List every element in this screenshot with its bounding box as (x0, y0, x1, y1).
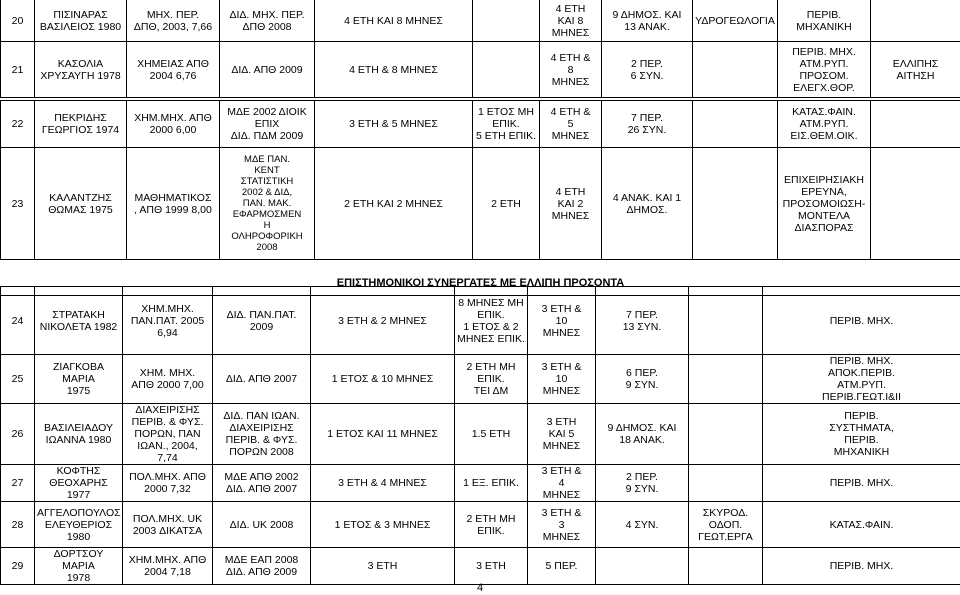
section-title: ΕΠΙΣΤΗΜΟΝΙΚΟΙ ΣΥΝΕΡΓΑΤΕΣ ΜΕ ΕΛΛΙΠΗ ΠΡΟΣΟΝΤΑ (1, 260, 960, 296)
degree-cell: ΧΗΜ.ΜΗΧ. ΠΑΝ.ΠΑΤ. 2005 6,94 (123, 287, 213, 355)
experience-cell: 3 ΕΤΗ & 4 ΜΗΝΕΣ (311, 465, 455, 502)
name-cell: ΚΑΣΟΛΙΑ ΧΡΥΣΑΥΓΗ 1978 (35, 42, 127, 98)
table-middle (0, 100, 960, 296)
row-number: 28 (1, 502, 35, 548)
experience-cell: 1 ΕΤΟΣ ΚΑΙ 11 ΜΗΝΕΣ (311, 404, 455, 465)
extra-experience-cell: 1 ΕΤΟΣ ΜΗ ΕΠΙΚ. 5 ΕΤΗ ΕΠΙΚ. (473, 101, 540, 148)
extra-experience-cell: 2 ΕΤΗ ΜΗ ΕΠΙΚ. ΤΕΙ ΔΜ (455, 355, 528, 404)
name-cell: ΣΤΡΑΤΑΚΗ ΝΙΚΟΛΕΤΑ 1982 (35, 287, 123, 355)
experience-cell: 3 ΕΤΗ (311, 548, 455, 585)
table-row (1, 0, 960, 42)
subject-cell: ΠΕΡΙΒ. ΜΗΧ. ΑΤΜ.ΡΥΠ. ΠΡΟΣΟΜ. ΕΛΕΓΧ.ΘΟΡ. (778, 42, 871, 98)
table-row (1, 42, 960, 98)
name-cell: ΠΕΚΡΙΔΗΣ ΓΕΩΡΓΙΟΣ 1974 (35, 101, 127, 148)
postgrad-cell: ΜΔΕ ΠΑΝ. ΚΕΝΤ ΣΤΑΤΙΣΤΙΚΗ 2002 & ΔΙΔ, ΠΑΝ. ΜΑΚ. ΕΦΑΡΜΟΣΜΕΝ Η ΟΛΗΡΟΦΟΡΙΚΗ 2008 (220, 148, 315, 260)
experience-cell: 1 ΕΤΟΣ & 10 ΜΗΝΕΣ (311, 355, 455, 404)
total-experience-cell: 3 ΕΤΗ ΚΑΙ 5 ΜΗΝΕΣ (528, 404, 596, 465)
postgrad-cell: ΜΔΕ 2002 ΔΙΟΙΚ ΕΠΙΧ ΔΙΔ. ΠΔΜ 2009 (220, 101, 315, 148)
postgrad-cell: ΜΔΕ ΕΑΠ 2008 ΔΙΔ. ΑΠΘ 2009 (213, 548, 311, 585)
publications-cell: 9 ΔΗΜΟΣ. ΚΑΙ 18 ΑΝΑΚ. (596, 404, 689, 465)
total-experience-cell: 4 ΕΤΗ & 8 ΜΗΝΕΣ (540, 42, 602, 98)
degree-cell: ΜΗΧ. ΠΕΡ. ΔΠΘ, 2003, 7,66 (127, 0, 220, 42)
total-experience-cell: 3 ΕΤΗ & 10 ΜΗΝΕΣ (528, 287, 596, 355)
subject-cell: ΠΕΡΙΒ. ΣΥΣΤΗΜΑΤΑ, ΠΕΡΙΒ. ΜΗΧΑΝΙΚΗ (763, 404, 960, 465)
field-cell (689, 287, 763, 355)
total-experience-cell: 3 ΕΤΗ & 10 ΜΗΝΕΣ (528, 355, 596, 404)
subject-cell: ΠΕΡΙΒ. ΜΗΧ. (763, 287, 960, 355)
publications-cell: 7 ΠΕΡ. 13 ΣΥΝ. (596, 287, 689, 355)
remarks-cell (871, 148, 960, 260)
degree-cell: ΜΑΘΗΜΑΤΙΚΟΣ , ΑΠΘ 1999 8,00 (127, 148, 220, 260)
extra-experience-cell: 2 ΕΤΗ ΜΗ ΕΠΙΚ. (455, 502, 528, 548)
table-top (0, 0, 960, 98)
row-number: 25 (1, 355, 35, 404)
field-cell (689, 355, 763, 404)
row-number: 23 (1, 148, 35, 260)
degree-cell: ΧΗΜ.ΜΗΧ. ΑΠΘ 2000 6,00 (127, 101, 220, 148)
total-experience-cell: 4 ΕΤΗ ΚΑΙ 2 ΜΗΝΕΣ (540, 148, 602, 260)
postgrad-cell: ΔΙΔ. UK 2008 (213, 502, 311, 548)
postgrad-cell: ΔΙΔ. ΠΑΝ.ΠΑΤ. 2009 (213, 287, 311, 355)
field-cell (693, 148, 778, 260)
publications-cell: 2 ΠΕΡ. 6 ΣΥΝ. (602, 42, 693, 98)
row-number: 27 (1, 465, 35, 502)
degree-cell: ΠΟΛ.ΜΗΧ. ΑΠΘ 2000 7,32 (123, 465, 213, 502)
postgrad-cell: ΔΙΔ. ΜΗΧ. ΠΕΡ. ΔΠΘ 2008 (220, 0, 315, 42)
page-number: 4 (476, 582, 484, 594)
degree-cell: ΧΗΜ. ΜΗΧ. ΑΠΘ 2000 7,00 (123, 355, 213, 404)
subject-cell: ΠΕΡΙΒ. ΜΗΧ. (763, 548, 960, 585)
postgrad-cell: ΔΙΔ. ΠΑΝ ΙΩΑΝ. ΔΙΑΧΕΙΡΙΣΗΣ ΠΕΡΙΒ. & ΦΥΣ. ΠΟΡΩΝ 2008 (213, 404, 311, 465)
subject-cell: ΕΠΙΧΕΙΡΗΣΙΑΚΗ ΕΡΕΥΝΑ, ΠΡΟΣΟΜΟΙΩΣΗ- ΜΟΝΤΕΛΑ ΔΙΑΣΠΟΡΑΣ (778, 148, 871, 260)
experience-cell: 2 ΕΤΗ ΚΑΙ 2 ΜΗΝΕΣ (315, 148, 473, 260)
degree-cell: ΠΟΛ.ΜΗΧ. UK 2003 ΔΙΚΑΤΣΑ (123, 502, 213, 548)
table-row (1, 404, 960, 465)
publications-cell: 7 ΠΕΡ. 26 ΣΥΝ. (602, 101, 693, 148)
name-cell: ΒΑΣΙΛΕΙΑΔΟΥ ΙΩΑΝΝΑ 1980 (35, 404, 123, 465)
field-cell: ΥΔΡΟΓΕΩΛΟΓΙΑ (693, 0, 778, 42)
experience-cell: 4 ΕΤΗ & 8 ΜΗΝΕΣ (315, 42, 473, 98)
row-number: 20 (1, 0, 35, 42)
table-row (1, 502, 960, 548)
publications-cell (596, 548, 689, 585)
subject-cell: ΚΑΤΑΣ.ΦΑΙΝ. (763, 502, 960, 548)
name-cell: ΔΟΡΤΣΟΥ ΜΑΡΙΑ 1978 (35, 548, 123, 585)
total-experience-cell: 3 ΕΤΗ & 4 ΜΗΝΕΣ (528, 465, 596, 502)
remarks-cell: ΕΛΛΙΠΗΣ ΑΙΤΗΣΗ (871, 42, 960, 98)
experience-cell: 1 ΕΤΟΣ & 3 ΜΗΝΕΣ (311, 502, 455, 548)
row-number: 29 (1, 548, 35, 585)
extra-experience-cell (473, 42, 540, 98)
extra-experience-cell: 8 ΜΗΝΕΣ ΜΗ ΕΠΙΚ. 1 ΕΤΟΣ & 2 ΜΗΝΕΣ ΕΠΙΚ. (455, 287, 528, 355)
extra-experience-cell: 1.5 ΕΤΗ (455, 404, 528, 465)
degree-cell: ΧΗΜΕΙΑΣ ΑΠΘ 2004 6,76 (127, 42, 220, 98)
name-cell: ΚΟΦΤΗΣ ΘΕΟΧΑΡΗΣ 1977 (35, 465, 123, 502)
row-number: 26 (1, 404, 35, 465)
experience-cell: 3 ΕΤΗ & 2 ΜΗΝΕΣ (311, 287, 455, 355)
publications-cell: 2 ΠΕΡ. 9 ΣΥΝ. (596, 465, 689, 502)
name-cell: ΚΑΛΑΝΤΖΗΣ ΘΩΜΑΣ 1975 (35, 148, 127, 260)
total-experience-cell: 5 ΠΕΡ. (528, 548, 596, 585)
total-experience-cell: 4 ΕΤΗ & 5 ΜΗΝΕΣ (540, 101, 602, 148)
field-cell (693, 42, 778, 98)
publications-cell: 9 ΔΗΜΟΣ. ΚΑΙ 13 ΑΝΑΚ. (602, 0, 693, 42)
publications-cell: 4 ΣΥΝ. (596, 502, 689, 548)
postgrad-cell: ΜΔΕ ΑΠΘ 2002 ΔΙΔ. ΑΠΘ 2007 (213, 465, 311, 502)
experience-cell: 4 ΕΤΗ ΚΑΙ 8 ΜΗΝΕΣ (315, 0, 473, 42)
postgrad-cell: ΔΙΔ. ΑΠΘ 2009 (220, 42, 315, 98)
experience-cell: 3 ΕΤΗ & 5 ΜΗΝΕΣ (315, 101, 473, 148)
remarks-cell (871, 101, 960, 148)
publications-cell: 4 ΑΝΑΚ. ΚΑΙ 1 ΔΗΜΟΣ. (602, 148, 693, 260)
row-number: 22 (1, 101, 35, 148)
row-number: 21 (1, 42, 35, 98)
table-row (1, 465, 960, 502)
postgrad-cell: ΔΙΔ. ΑΠΘ 2007 (213, 355, 311, 404)
field-cell (689, 404, 763, 465)
subject-cell: ΠΕΡΙΒ. ΜΗΧΑΝΙΚΗ (778, 0, 871, 42)
table-row (1, 548, 960, 585)
field-cell: ΣΚΥΡΟΔ. ΟΔΟΠ. ΓΕΩΤ.ΕΡΓΑ (689, 502, 763, 548)
subject-cell: ΠΕΡΙΒ. ΜΗΧ. (763, 465, 960, 502)
degree-cell: ΧΗΜ.ΜΗΧ. ΑΠΘ 2004 7,18 (123, 548, 213, 585)
extra-experience-cell: 1 ΕΞ. ΕΠΙΚ. (455, 465, 528, 502)
name-cell: ΠΙΣΙΝΑΡΑΣ ΒΑΣΙΛΕΙΟΣ 1980 (35, 0, 127, 42)
name-cell: ΑΓΓΕΛΟΠΟΥΛΟΣ ΕΛΕΥΘΕΡΙΟΣ 1980 (35, 502, 123, 548)
field-cell (689, 465, 763, 502)
table-partial (0, 286, 960, 585)
extra-experience-cell (473, 0, 540, 42)
publications-cell: 6 ΠΕΡ. 9 ΣΥΝ. (596, 355, 689, 404)
subject-cell: ΚΑΤΑΣ.ΦΑΙΝ. ΑΤΜ.ΡΥΠ. ΕΙΣ.ΘΕΜ.ΟΙΚ. (778, 101, 871, 148)
extra-experience-cell: 2 ΕΤΗ (473, 148, 540, 260)
table-row (1, 101, 960, 148)
subject-cell: ΠΕΡΙΒ. ΜΗΧ. ΑΠΟΚ.ΠΕΡΙΒ. ΑΤΜ.ΡΥΠ. ΠΕΡΙΒ.ΓΕΩΤ.Ι&ΙΙ (763, 355, 960, 404)
field-cell (693, 101, 778, 148)
total-experience-cell: 4 ΕΤΗ ΚΑΙ 8 ΜΗΝΕΣ (540, 0, 602, 42)
row-number: 24 (1, 287, 35, 355)
name-cell: ΖΙΑΓΚΟΒΑ ΜΑΡΙΑ 1975 (35, 355, 123, 404)
table-row (1, 148, 960, 260)
extra-experience-cell: 3 ΕΤΗ (455, 548, 528, 585)
degree-cell: ΔΙΑΧΕΙΡΙΣΗΣ ΠΕΡΙΒ. & ΦΥΣ. ΠΟΡΩΝ, ΠΑΝ ΙΩΑΝ., 2004, 7,74 (123, 404, 213, 465)
remarks-cell (871, 0, 960, 42)
table-row (1, 355, 960, 404)
field-cell (689, 548, 763, 585)
total-experience-cell: 3 ΕΤΗ & 3 ΜΗΝΕΣ (528, 502, 596, 548)
table-row (1, 287, 960, 355)
